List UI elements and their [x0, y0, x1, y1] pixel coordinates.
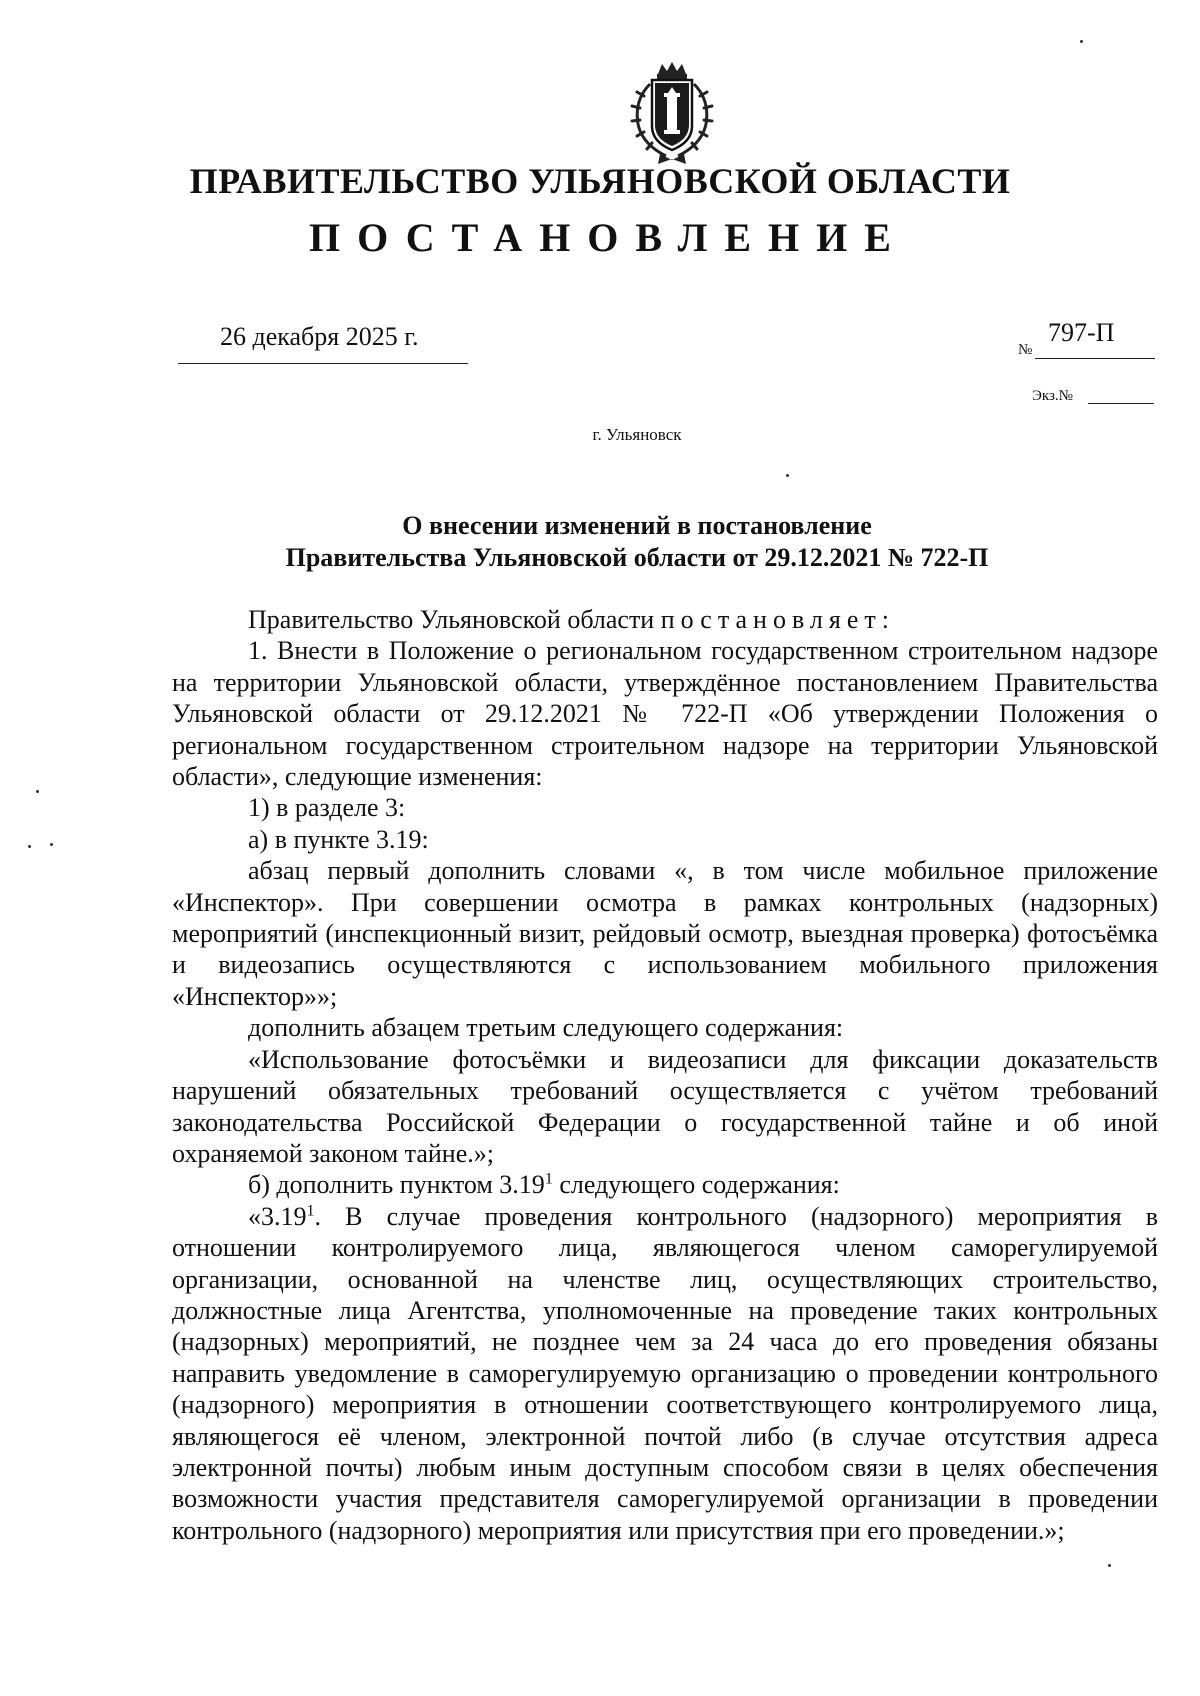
paragraph-4: абзац первый дополнить словами «, в том числе мобильное приложение «Инспектор». При совершении осмотра в рамках контрольных (надзорных) мероприятий (инспекционный визит, рейдовый осмотр, выездная проверка) фотосъёмка и видеозапись осуществляются с использованием мобильного приложения «Инспектор»»;	[172, 856, 1158, 1011]
title-line-1: О внесении изменений в постановление	[402, 511, 872, 540]
ulyanovsk-coat-of-arms-icon	[622, 60, 722, 168]
copy-number-label: Экз.№	[1032, 388, 1073, 404]
paragraph-8-superscript: 1	[306, 1202, 315, 1220]
paragraph-2: 1) в разделе 3:	[248, 793, 406, 823]
paragraph-7	[172, 1169, 1158, 1200]
scan-speck	[50, 843, 53, 846]
scan-speck	[1080, 40, 1083, 43]
scan-speck	[786, 474, 789, 477]
paragraph-7-text-b: следующего содержания:	[552, 1170, 840, 1200]
paragraph-1: 1. Внести в Положение о региональном государственном строительном надзоре на территории Ульяновской области, утверждённое постановлением Правительства Ульяновской области от 29.12.2021 № 722-П «Об утверждении Положения о региональном государственном строительном надзоре на территории Ульяновской области», следующие изменения:	[172, 636, 1158, 792]
copy-number-underline	[1088, 403, 1154, 404]
document-number: 797-П	[1048, 318, 1115, 347]
scan-speck	[1108, 1564, 1111, 1567]
document-date: 26 декабря 2025 г.	[220, 322, 419, 351]
paragraph-7-superscript: 1	[544, 1170, 553, 1188]
paragraph-6: «Использование фотосъёмки и видеозаписи для фиксации доказательств нарушений обязательных требований осуществляется с учётом требований законодательства Российской Федерации о государственной тайне и об иной охраняемой законом тайне.»;	[172, 1044, 1158, 1168]
document-type: ПОСТАНОВЛЕНИЕ	[309, 215, 908, 260]
paragraph-8	[172, 1201, 1158, 1546]
date-underline	[178, 363, 468, 364]
paragraph-3: а) в пункте 3.19:	[248, 824, 429, 854]
organization-name: ПРАВИТЕЛЬСТВО УЛЬЯНОВСКОЙ ОБЛАСТИ	[189, 161, 1011, 201]
paragraph-preamble	[172, 604, 1158, 635]
paragraph-5: дополнить абзацем третьим следующего содержания:	[248, 1013, 844, 1043]
document-body	[172, 604, 1158, 1546]
paragraph-8-text-a: «3.19	[248, 1201, 307, 1231]
number-underline	[1035, 358, 1155, 359]
number-sign: №	[1018, 342, 1033, 358]
paragraph-8-text-b: . В случае проведения контрольного (надзорного) мероприятия в отношении контролируемого лица, являющегося членом саморегулируемой организации, основанной на членстве лиц, осуществляющих строительство, должностные лица Агентства, уполномоченные на проведение таких контрольных (надзорных) мероприятий, не позднее чем за 24 часа до его проведения обязаны направить уведомление в саморегулируемую организацию о проведении контрольного (надзорного) мероприятия в отношении соответствующего контролируемого лица, являющегося её членом, электронной почтой либо (в случае отсутствия адреса электронной почты) любым иным доступным способом связи в целях обеспечения возможности участия представителя саморегулируемой организации в проведении контрольного (надзорного) мероприятия или присутствия при его проведении.»;	[172, 1201, 1158, 1545]
preamble-verb: постановляет:	[660, 605, 895, 634]
paragraph-7-text-a: б) дополнить пунктом 3.19	[248, 1170, 545, 1200]
city: г. Ульяновск	[592, 425, 682, 444]
scan-speck	[36, 790, 39, 793]
preamble-lead: Правительство Ульяновской области	[248, 605, 655, 634]
title-line-2: Правительства Ульяновской области от 29.12.2021 № 722-П	[285, 543, 989, 572]
document-title	[0, 510, 1200, 574]
scan-speck	[28, 845, 31, 848]
